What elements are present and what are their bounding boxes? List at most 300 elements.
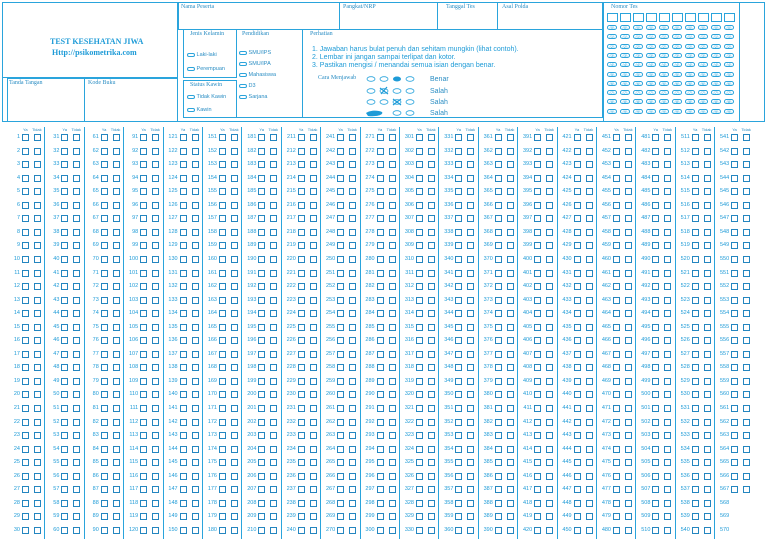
answer-ya-box[interactable] [692, 446, 699, 453]
nomor-digit-bubble[interactable]: (3) [724, 53, 734, 58]
answer-tidak-box[interactable] [546, 270, 553, 277]
answer-ya-box[interactable] [258, 500, 265, 507]
answer-tidak-box[interactable] [34, 256, 41, 263]
nomor-digit-bubble[interactable]: (4) [659, 62, 669, 67]
answer-ya-box[interactable] [495, 391, 502, 398]
answer-ya-box[interactable] [298, 229, 305, 236]
answer-ya-box[interactable] [180, 134, 187, 141]
answer-ya-box[interactable] [455, 215, 462, 222]
answer-tidak-box[interactable] [428, 527, 435, 534]
answer-ya-box[interactable] [455, 161, 462, 168]
answer-ya-box[interactable] [574, 324, 581, 331]
answer-ya-box[interactable] [416, 215, 423, 222]
answer-tidak-box[interactable] [349, 513, 356, 520]
answer-tidak-box[interactable] [507, 486, 514, 493]
answer-tidak-box[interactable] [310, 175, 317, 182]
answer-ya-box[interactable] [219, 310, 226, 317]
answer-ya-box[interactable] [298, 419, 305, 426]
answer-tidak-box[interactable] [507, 473, 514, 480]
answer-ya-box[interactable] [337, 391, 344, 398]
answer-ya-box[interactable] [337, 161, 344, 168]
answer-tidak-box[interactable] [743, 148, 750, 155]
answer-ya-box[interactable] [416, 351, 423, 358]
answer-tidak-box[interactable] [34, 297, 41, 304]
answer-tidak-box[interactable] [34, 202, 41, 209]
nomor-digit-bubble[interactable]: (5) [685, 72, 695, 77]
answer-ya-box[interactable] [101, 297, 108, 304]
answer-tidak-box[interactable] [34, 378, 41, 385]
answer-tidak-box[interactable] [73, 242, 80, 249]
answer-ya-box[interactable] [534, 175, 541, 182]
answer-ya-box[interactable] [22, 391, 29, 398]
answer-tidak-box[interactable] [743, 337, 750, 344]
answer-ya-box[interactable] [140, 188, 147, 195]
answer-tidak-box[interactable] [113, 229, 120, 236]
answer-tidak-box[interactable] [507, 364, 514, 371]
answer-ya-box[interactable] [652, 270, 659, 277]
answer-tidak-box[interactable] [152, 364, 159, 371]
answer-tidak-box[interactable] [507, 229, 514, 236]
answer-ya-box[interactable] [534, 459, 541, 466]
answer-tidak-box[interactable] [467, 161, 474, 168]
answer-tidak-box[interactable] [270, 378, 277, 385]
answer-tidak-box[interactable] [467, 202, 474, 209]
nomor-digit-bubble[interactable]: (2) [672, 44, 682, 49]
answer-tidak-box[interactable] [113, 473, 120, 480]
nomor-digit-bubble[interactable]: (1) [607, 34, 617, 39]
answer-tidak-box[interactable] [231, 473, 238, 480]
answer-tidak-box[interactable] [507, 337, 514, 344]
answer-tidak-box[interactable] [231, 446, 238, 453]
answer-ya-box[interactable] [534, 337, 541, 344]
answer-tidak-box[interactable] [310, 188, 317, 195]
nomor-digit-bubble[interactable]: (7) [685, 90, 695, 95]
nomor-digit-bubble[interactable]: (5) [672, 72, 682, 77]
answer-tidak-box[interactable] [428, 297, 435, 304]
answer-ya-box[interactable] [337, 297, 344, 304]
nomor-digit-bubble[interactable]: (0) [685, 25, 695, 30]
answer-ya-box[interactable] [613, 527, 620, 534]
answer-tidak-box[interactable] [270, 351, 277, 358]
answer-ya-box[interactable] [652, 310, 659, 317]
answer-tidak-box[interactable] [664, 432, 671, 439]
nomor-digit-bubble[interactable]: (3) [711, 53, 721, 58]
answer-tidak-box[interactable] [389, 351, 396, 358]
answer-tidak-box[interactable] [270, 473, 277, 480]
nomor-digit-entry-box[interactable] [672, 13, 683, 22]
nomor-digit-bubble[interactable]: (4) [672, 62, 682, 67]
nomor-digit-bubble[interactable]: (0) [633, 25, 643, 30]
answer-ya-box[interactable] [731, 202, 738, 209]
answer-tidak-box[interactable] [231, 215, 238, 222]
answer-ya-box[interactable] [652, 229, 659, 236]
answer-ya-box[interactable] [180, 446, 187, 453]
answer-tidak-box[interactable] [625, 405, 632, 412]
answer-tidak-box[interactable] [34, 215, 41, 222]
answer-ya-box[interactable] [377, 175, 384, 182]
answer-ya-box[interactable] [692, 202, 699, 209]
answer-tidak-box[interactable] [507, 391, 514, 398]
answer-ya-box[interactable] [298, 270, 305, 277]
nomor-digit-bubble[interactable]: (1) [620, 34, 630, 39]
answer-ya-box[interactable] [731, 419, 738, 426]
answer-tidak-box[interactable] [73, 364, 80, 371]
answer-ya-box[interactable] [219, 161, 226, 168]
answer-tidak-box[interactable] [743, 310, 750, 317]
answer-tidak-box[interactable] [310, 134, 317, 141]
answer-ya-box[interactable] [416, 446, 423, 453]
answer-ya-box[interactable] [692, 351, 699, 358]
answer-ya-box[interactable] [298, 297, 305, 304]
answer-ya-box[interactable] [377, 148, 384, 155]
answer-tidak-box[interactable] [192, 134, 199, 141]
answer-tidak-box[interactable] [270, 337, 277, 344]
option-d3[interactable] [239, 83, 256, 89]
answer-ya-box[interactable] [140, 378, 147, 385]
answer-tidak-box[interactable] [152, 242, 159, 249]
nomor-digit-bubble[interactable]: (0) [724, 25, 734, 30]
option-laki-laki[interactable] [187, 52, 217, 58]
answer-tidak-box[interactable] [231, 364, 238, 371]
answer-ya-box[interactable] [613, 337, 620, 344]
answer-ya-box[interactable] [258, 378, 265, 385]
radio-oval[interactable] [239, 73, 247, 77]
answer-ya-box[interactable] [534, 446, 541, 453]
answer-ya-box[interactable] [140, 161, 147, 168]
answer-ya-box[interactable] [61, 378, 68, 385]
answer-tidak-box[interactable] [310, 202, 317, 209]
answer-ya-box[interactable] [613, 324, 620, 331]
answer-ya-box[interactable] [22, 270, 29, 277]
answer-tidak-box[interactable] [704, 459, 711, 466]
answer-tidak-box[interactable] [34, 175, 41, 182]
answer-tidak-box[interactable] [113, 134, 120, 141]
answer-tidak-box[interactable] [664, 419, 671, 426]
answer-ya-box[interactable] [692, 270, 699, 277]
answer-ya-box[interactable] [613, 229, 620, 236]
answer-ya-box[interactable] [692, 486, 699, 493]
answer-ya-box[interactable] [377, 256, 384, 263]
answer-tidak-box[interactable] [546, 337, 553, 344]
answer-ya-box[interactable] [377, 310, 384, 317]
answer-ya-box[interactable] [22, 500, 29, 507]
answer-ya-box[interactable] [692, 310, 699, 317]
answer-tidak-box[interactable] [349, 446, 356, 453]
answer-tidak-box[interactable] [113, 215, 120, 222]
answer-ya-box[interactable] [377, 486, 384, 493]
answer-ya-box[interactable] [534, 500, 541, 507]
nomor-digit-bubble[interactable]: (5) [659, 72, 669, 77]
answer-tidak-box[interactable] [389, 148, 396, 155]
answer-ya-box[interactable] [258, 310, 265, 317]
answer-ya-box[interactable] [180, 215, 187, 222]
answer-ya-box[interactable] [495, 283, 502, 290]
answer-tidak-box[interactable] [743, 405, 750, 412]
answer-ya-box[interactable] [22, 256, 29, 263]
answer-tidak-box[interactable] [270, 486, 277, 493]
answer-tidak-box[interactable] [428, 175, 435, 182]
answer-tidak-box[interactable] [152, 283, 159, 290]
nomor-digit-bubble[interactable]: (9) [711, 109, 721, 114]
answer-ya-box[interactable] [258, 391, 265, 398]
answer-tidak-box[interactable] [113, 391, 120, 398]
answer-tidak-box[interactable] [389, 527, 396, 534]
option-sarjana[interactable] [239, 94, 268, 100]
nomor-digit-bubble[interactable]: (1) [724, 34, 734, 39]
answer-tidak-box[interactable] [625, 297, 632, 304]
answer-ya-box[interactable] [140, 256, 147, 263]
answer-tidak-box[interactable] [73, 297, 80, 304]
answer-ya-box[interactable] [22, 283, 29, 290]
answer-ya-box[interactable] [258, 473, 265, 480]
answer-tidak-box[interactable] [73, 188, 80, 195]
nomor-digit-bubble[interactable]: (6) [685, 81, 695, 86]
answer-tidak-box[interactable] [625, 188, 632, 195]
nomor-digit-entry-box[interactable] [620, 13, 631, 22]
answer-ya-box[interactable] [140, 351, 147, 358]
answer-ya-box[interactable] [258, 175, 265, 182]
answer-tidak-box[interactable] [152, 215, 159, 222]
answer-ya-box[interactable] [101, 446, 108, 453]
answer-ya-box[interactable] [219, 188, 226, 195]
answer-ya-box[interactable] [534, 513, 541, 520]
option-smu-ipa[interactable] [239, 61, 271, 67]
answer-tidak-box[interactable] [625, 351, 632, 358]
answer-tidak-box[interactable] [507, 310, 514, 317]
answer-ya-box[interactable] [101, 215, 108, 222]
answer-tidak-box[interactable] [586, 148, 593, 155]
answer-ya-box[interactable] [22, 486, 29, 493]
nomor-digit-bubble[interactable]: (6) [724, 81, 734, 86]
answer-tidak-box[interactable] [389, 337, 396, 344]
answer-tidak-box[interactable] [113, 337, 120, 344]
nomor-digit-bubble[interactable]: (5) [620, 72, 630, 77]
answer-ya-box[interactable] [180, 486, 187, 493]
nomor-digit-bubble[interactable]: (4) [711, 62, 721, 67]
answer-ya-box[interactable] [258, 432, 265, 439]
option-kawin[interactable] [187, 107, 212, 113]
answer-ya-box[interactable] [258, 148, 265, 155]
answer-ya-box[interactable] [455, 324, 462, 331]
answer-tidak-box[interactable] [625, 432, 632, 439]
answer-tidak-box[interactable] [34, 310, 41, 317]
answer-tidak-box[interactable] [270, 432, 277, 439]
answer-ya-box[interactable] [337, 459, 344, 466]
answer-tidak-box[interactable] [152, 446, 159, 453]
answer-ya-box[interactable] [180, 310, 187, 317]
answer-tidak-box[interactable] [349, 351, 356, 358]
answer-ya-box[interactable] [534, 473, 541, 480]
answer-tidak-box[interactable] [231, 432, 238, 439]
answer-ya-box[interactable] [495, 242, 502, 249]
answer-tidak-box[interactable] [467, 256, 474, 263]
answer-tidak-box[interactable] [192, 270, 199, 277]
answer-ya-box[interactable] [180, 148, 187, 155]
answer-tidak-box[interactable] [743, 378, 750, 385]
answer-ya-box[interactable] [495, 500, 502, 507]
answer-tidak-box[interactable] [428, 188, 435, 195]
answer-ya-box[interactable] [61, 161, 68, 168]
nomor-digit-bubble[interactable]: (5) [633, 72, 643, 77]
answer-tidak-box[interactable] [704, 242, 711, 249]
answer-tidak-box[interactable] [310, 242, 317, 249]
nomor-digit-bubble[interactable]: (4) [685, 62, 695, 67]
answer-tidak-box[interactable] [310, 419, 317, 426]
answer-ya-box[interactable] [140, 391, 147, 398]
answer-ya-box[interactable] [613, 432, 620, 439]
answer-tidak-box[interactable] [34, 473, 41, 480]
nomor-digit-bubble[interactable]: (0) [698, 25, 708, 30]
answer-ya-box[interactable] [22, 513, 29, 520]
answer-ya-box[interactable] [101, 310, 108, 317]
answer-ya-box[interactable] [495, 229, 502, 236]
answer-tidak-box[interactable] [34, 405, 41, 412]
answer-tidak-box[interactable] [586, 337, 593, 344]
answer-tidak-box[interactable] [586, 364, 593, 371]
answer-tidak-box[interactable] [428, 324, 435, 331]
answer-ya-box[interactable] [613, 419, 620, 426]
answer-ya-box[interactable] [22, 310, 29, 317]
answer-ya-box[interactable] [652, 513, 659, 520]
nomor-digit-bubble[interactable]: (0) [646, 25, 656, 30]
nomor-digit-bubble[interactable]: (9) [620, 109, 630, 114]
answer-tidak-box[interactable] [310, 432, 317, 439]
answer-tidak-box[interactable] [231, 297, 238, 304]
answer-tidak-box[interactable] [428, 364, 435, 371]
answer-ya-box[interactable] [140, 513, 147, 520]
answer-ya-box[interactable] [258, 297, 265, 304]
answer-tidak-box[interactable] [34, 391, 41, 398]
answer-tidak-box[interactable] [349, 242, 356, 249]
answer-ya-box[interactable] [416, 513, 423, 520]
answer-ya-box[interactable] [101, 473, 108, 480]
answer-ya-box[interactable] [101, 419, 108, 426]
answer-tidak-box[interactable] [704, 324, 711, 331]
answer-ya-box[interactable] [731, 148, 738, 155]
answer-tidak-box[interactable] [664, 202, 671, 209]
answer-tidak-box[interactable] [349, 188, 356, 195]
answer-ya-box[interactable] [613, 500, 620, 507]
answer-ya-box[interactable] [534, 324, 541, 331]
answer-ya-box[interactable] [298, 215, 305, 222]
answer-ya-box[interactable] [377, 337, 384, 344]
answer-ya-box[interactable] [61, 459, 68, 466]
answer-tidak-box[interactable] [270, 175, 277, 182]
answer-ya-box[interactable] [731, 134, 738, 141]
answer-ya-box[interactable] [613, 446, 620, 453]
answer-tidak-box[interactable] [625, 175, 632, 182]
answer-ya-box[interactable] [692, 459, 699, 466]
answer-ya-box[interactable] [416, 432, 423, 439]
answer-tidak-box[interactable] [231, 459, 238, 466]
answer-tidak-box[interactable] [704, 215, 711, 222]
answer-tidak-box[interactable] [507, 324, 514, 331]
answer-tidak-box[interactable] [389, 459, 396, 466]
nomor-digit-bubble[interactable]: (6) [698, 81, 708, 86]
answer-ya-box[interactable] [219, 446, 226, 453]
answer-ya-box[interactable] [219, 432, 226, 439]
answer-ya-box[interactable] [613, 473, 620, 480]
answer-ya-box[interactable] [574, 513, 581, 520]
nomor-digit-bubble[interactable]: (8) [646, 99, 656, 104]
answer-ya-box[interactable] [652, 256, 659, 263]
answer-tidak-box[interactable] [664, 242, 671, 249]
answer-tidak-box[interactable] [389, 364, 396, 371]
answer-ya-box[interactable] [219, 500, 226, 507]
answer-ya-box[interactable] [534, 202, 541, 209]
answer-ya-box[interactable] [219, 378, 226, 385]
answer-tidak-box[interactable] [467, 391, 474, 398]
answer-ya-box[interactable] [416, 188, 423, 195]
answer-tidak-box[interactable] [507, 134, 514, 141]
answer-ya-box[interactable] [377, 242, 384, 249]
answer-ya-box[interactable] [298, 432, 305, 439]
answer-tidak-box[interactable] [586, 270, 593, 277]
answer-ya-box[interactable] [101, 148, 108, 155]
answer-ya-box[interactable] [298, 527, 305, 534]
answer-ya-box[interactable] [416, 242, 423, 249]
answer-ya-box[interactable] [495, 364, 502, 371]
answer-ya-box[interactable] [534, 215, 541, 222]
answer-ya-box[interactable] [692, 297, 699, 304]
answer-tidak-box[interactable] [467, 324, 474, 331]
answer-tidak-box[interactable] [113, 527, 120, 534]
answer-tidak-box[interactable] [428, 513, 435, 520]
answer-ya-box[interactable] [731, 283, 738, 290]
answer-ya-box[interactable] [219, 364, 226, 371]
answer-tidak-box[interactable] [625, 486, 632, 493]
answer-tidak-box[interactable] [428, 459, 435, 466]
answer-tidak-box[interactable] [664, 297, 671, 304]
answer-ya-box[interactable] [455, 310, 462, 317]
answer-tidak-box[interactable] [231, 229, 238, 236]
answer-tidak-box[interactable] [34, 459, 41, 466]
answer-tidak-box[interactable] [34, 351, 41, 358]
answer-ya-box[interactable] [180, 283, 187, 290]
option-tidak-kawin[interactable] [187, 94, 226, 100]
nomor-digit-bubble[interactable]: (1) [646, 34, 656, 39]
answer-ya-box[interactable] [416, 283, 423, 290]
answer-ya-box[interactable] [534, 134, 541, 141]
answer-tidak-box[interactable] [743, 161, 750, 168]
answer-tidak-box[interactable] [270, 310, 277, 317]
nomor-digit-bubble[interactable]: (4) [646, 62, 656, 67]
answer-ya-box[interactable] [337, 270, 344, 277]
answer-ya-box[interactable] [337, 364, 344, 371]
answer-ya-box[interactable] [652, 202, 659, 209]
answer-tidak-box[interactable] [428, 310, 435, 317]
answer-tidak-box[interactable] [192, 215, 199, 222]
answer-tidak-box[interactable] [113, 242, 120, 249]
answer-tidak-box[interactable] [428, 378, 435, 385]
nomor-digit-entry-box[interactable] [646, 13, 657, 22]
answer-tidak-box[interactable] [586, 351, 593, 358]
answer-tidak-box[interactable] [664, 134, 671, 141]
answer-tidak-box[interactable] [428, 473, 435, 480]
answer-ya-box[interactable] [377, 188, 384, 195]
answer-tidak-box[interactable] [546, 161, 553, 168]
answer-tidak-box[interactable] [507, 527, 514, 534]
answer-tidak-box[interactable] [743, 297, 750, 304]
answer-tidak-box[interactable] [310, 378, 317, 385]
answer-tidak-box[interactable] [625, 500, 632, 507]
answer-tidak-box[interactable] [310, 148, 317, 155]
answer-tidak-box[interactable] [231, 242, 238, 249]
answer-ya-box[interactable] [377, 297, 384, 304]
answer-ya-box[interactable] [337, 337, 344, 344]
answer-ya-box[interactable] [731, 337, 738, 344]
nomor-digit-bubble[interactable]: (4) [724, 62, 734, 67]
